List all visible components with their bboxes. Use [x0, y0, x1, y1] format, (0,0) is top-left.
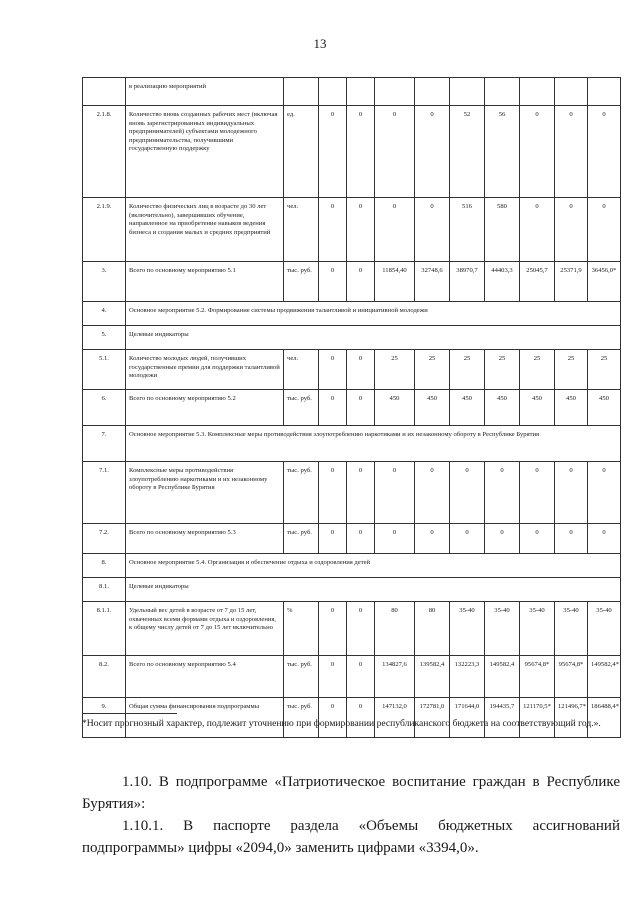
- table-row: [83, 262, 621, 302]
- row-index-cell: [83, 78, 126, 106]
- table-row: [83, 198, 621, 262]
- value-cell: 0: [375, 524, 415, 554]
- row-description: Количество вновь созданных рабочих мест (включая вновь зарегистрированных индивидуальных предпринимателей) субъектами молодежного предпринимательства, получившими государственную поддержку: [126, 106, 284, 198]
- value-cell: 35-40: [450, 602, 485, 656]
- value-cell: 0: [347, 106, 375, 198]
- value-cell: 194435,7: [485, 698, 520, 738]
- row-index: 3.: [83, 262, 126, 302]
- empty-cell: [375, 78, 415, 106]
- row-index: 7.: [83, 426, 126, 462]
- empty-cell: [520, 78, 555, 106]
- unit-cell: тыс. руб.: [284, 462, 319, 524]
- table-body: [83, 78, 621, 738]
- row-description: Общая сумма финансирования подпрограммы: [126, 698, 284, 738]
- table-row: [83, 390, 621, 426]
- value-cell: 0: [347, 656, 375, 698]
- value-cell: 0: [347, 602, 375, 656]
- value-cell: 0: [485, 462, 520, 524]
- value-cell: 0: [450, 462, 485, 524]
- value-cell: 0: [319, 198, 347, 262]
- value-cell: 516: [450, 198, 485, 262]
- value-cell: 450: [485, 390, 520, 426]
- row-index: 9.: [83, 698, 126, 738]
- unit-cell: %: [284, 602, 319, 656]
- value-cell: 95674,8*: [555, 656, 588, 698]
- row-description: Комплексные меры противодействия злоупотреблению наркотиками и их незаконному обороту в Республике Бурятия: [126, 462, 284, 524]
- value-cell: 450: [555, 390, 588, 426]
- section-heading: Основное мероприятие 5.3. Комплексные меры противодействия злоупотреблению наркотиками и их незаконному обороту в Республике Бурятия: [126, 426, 621, 462]
- unit-cell: тыс. руб.: [284, 262, 319, 302]
- table-row: [83, 106, 621, 198]
- unit-cell: тыс. руб.: [284, 524, 319, 554]
- table-row: [83, 426, 621, 462]
- row-index: 4.: [83, 302, 126, 326]
- value-cell: 147132,0: [375, 698, 415, 738]
- value-cell: 38970,7: [450, 262, 485, 302]
- value-cell: 35-40: [588, 602, 621, 656]
- unit-cell: чел.: [284, 198, 319, 262]
- value-cell: 36456,0*: [588, 262, 621, 302]
- value-cell: 35-40: [485, 602, 520, 656]
- value-cell: 0: [415, 106, 450, 198]
- empty-cell: [284, 78, 319, 106]
- table-row: [83, 78, 621, 106]
- empty-cell: [347, 78, 375, 106]
- value-cell: 0: [347, 350, 375, 390]
- value-cell: 149582,4: [485, 656, 520, 698]
- value-cell: 25: [485, 350, 520, 390]
- table-row: [83, 350, 621, 390]
- value-cell: 186488,4*: [588, 698, 621, 738]
- value-cell: 450: [520, 390, 555, 426]
- row-index: 7.1.: [83, 462, 126, 524]
- row-index: 2.1.9.: [83, 198, 126, 262]
- value-cell: 25045,7: [520, 262, 555, 302]
- row-index: 8.2.: [83, 656, 126, 698]
- empty-cell: [415, 78, 450, 106]
- value-cell: 25: [588, 350, 621, 390]
- value-cell: 0: [588, 462, 621, 524]
- value-cell: 25: [415, 350, 450, 390]
- value-cell: 0: [415, 198, 450, 262]
- value-cell: 121170,5*: [520, 698, 555, 738]
- value-cell: 450: [415, 390, 450, 426]
- value-cell: 32748,6: [415, 262, 450, 302]
- unit-cell: тыс. руб.: [284, 698, 319, 738]
- value-cell: 0: [415, 524, 450, 554]
- value-cell: 35-40: [520, 602, 555, 656]
- value-cell: 132223,3: [450, 656, 485, 698]
- footnote-rule: [82, 713, 177, 714]
- value-cell: 0: [347, 698, 375, 738]
- row-index: 2.1.8.: [83, 106, 126, 198]
- value-cell: 0: [555, 198, 588, 262]
- value-cell: 80: [415, 602, 450, 656]
- value-cell: 0: [319, 350, 347, 390]
- footnote: *Носит прогнозный характер, подлежит уточнению при формировании республиканского бюджета на соответствующий год.».: [82, 718, 601, 729]
- value-cell: 450: [588, 390, 621, 426]
- value-cell: 0: [375, 198, 415, 262]
- value-cell: 0: [555, 106, 588, 198]
- value-cell: 0: [415, 462, 450, 524]
- value-cell: 171644,0: [450, 698, 485, 738]
- value-cell: 95674,8*: [520, 656, 555, 698]
- value-cell: 0: [450, 524, 485, 554]
- row-description: Количество физических лиц в возрасте до 30 лет (включительно), завершивших обучение, направленное на приобретение навыков ведения бизнеса и создания малых и средних предприятий: [126, 198, 284, 262]
- value-cell: 0: [588, 198, 621, 262]
- page-number: 13: [313, 36, 327, 51]
- unit-cell: ед.: [284, 106, 319, 198]
- value-cell: 0: [319, 602, 347, 656]
- value-cell: 25: [555, 350, 588, 390]
- value-cell: 0: [520, 462, 555, 524]
- value-cell: 0: [375, 462, 415, 524]
- value-cell: 0: [375, 106, 415, 198]
- value-cell: 35-40: [555, 602, 588, 656]
- value-cell: 0: [319, 524, 347, 554]
- row-description: в реализацию мероприятий: [126, 78, 284, 106]
- row-description: Всего по основному мероприятию 5.1: [126, 262, 284, 302]
- value-cell: 121496,7*: [555, 698, 588, 738]
- table-row: [83, 302, 621, 326]
- row-description: Всего по основному мероприятию 5.4: [126, 656, 284, 698]
- value-cell: 0: [588, 106, 621, 198]
- empty-cell: [450, 78, 485, 106]
- value-cell: 56: [485, 106, 520, 198]
- table-row: [83, 462, 621, 524]
- value-cell: 0: [319, 106, 347, 198]
- unit-cell: тыс. руб.: [284, 390, 319, 426]
- value-cell: 450: [450, 390, 485, 426]
- row-index: 7.2.: [83, 524, 126, 554]
- table-row: [83, 656, 621, 698]
- row-description: Всего по основному мероприятию 5.3: [126, 524, 284, 554]
- value-cell: 25: [520, 350, 555, 390]
- value-cell: 0: [520, 524, 555, 554]
- value-cell: 172781,0: [415, 698, 450, 738]
- value-cell: 0: [319, 698, 347, 738]
- table-row: [83, 524, 621, 554]
- budget-table: [82, 77, 621, 738]
- section-heading: Целевые индикаторы: [126, 578, 621, 602]
- section-heading: Основное мероприятие 5.2. Формирование системы продвижения талантливой и инициативной молодежи: [126, 302, 621, 326]
- row-index: 8.1.1.: [83, 602, 126, 656]
- value-cell: 25: [375, 350, 415, 390]
- value-cell: 0: [319, 262, 347, 302]
- unit-cell: чел.: [284, 350, 319, 390]
- value-cell: 80: [375, 602, 415, 656]
- value-cell: 52: [450, 106, 485, 198]
- value-cell: 0: [588, 524, 621, 554]
- value-cell: 11854,40: [375, 262, 415, 302]
- empty-cell: [319, 78, 347, 106]
- value-cell: 0: [555, 462, 588, 524]
- value-cell: 0: [485, 524, 520, 554]
- row-index: 6.: [83, 390, 126, 426]
- row-description: Удельный вес детей в возрасте от 7 до 15 лет, охваченных всеми формами отдыха и оздоровления, к общему числу детей от 7 до 15 лет включительно: [126, 602, 284, 656]
- value-cell: 0: [347, 462, 375, 524]
- table-row: [83, 554, 621, 578]
- value-cell: 580: [485, 198, 520, 262]
- paragraph-1-10-1: 1.10.1. В паспорте раздела «Объемы бюджетных ассигнований подпрограммы» цифры «2094,0» заменить цифрами «3394,0».: [82, 818, 620, 856]
- value-cell: 139582,4: [415, 656, 450, 698]
- value-cell: 0: [520, 106, 555, 198]
- empty-cell: [485, 78, 520, 106]
- value-cell: 25371,9: [555, 262, 588, 302]
- value-cell: 450: [375, 390, 415, 426]
- unit-cell: тыс. руб.: [284, 656, 319, 698]
- value-cell: 0: [319, 656, 347, 698]
- row-description: Количество молодых людей, получивших государственные премии для поддержки талантливой молодежи: [126, 350, 284, 390]
- row-description: Всего по основному мероприятию 5.2: [126, 390, 284, 426]
- value-cell: 0: [347, 198, 375, 262]
- row-index: 8.: [83, 554, 126, 578]
- value-cell: 134827,6: [375, 656, 415, 698]
- value-cell: 0: [347, 390, 375, 426]
- paragraph-1-10: 1.10. В подпрограмме «Патриотическое воспитание граждан в Республике Бурятия»:: [82, 774, 620, 812]
- table-row: [83, 578, 621, 602]
- value-cell: 0: [347, 262, 375, 302]
- value-cell: 149582,4*: [588, 656, 621, 698]
- value-cell: 0: [347, 524, 375, 554]
- table-row: [83, 326, 621, 350]
- value-cell: 0: [319, 462, 347, 524]
- empty-cell: [555, 78, 588, 106]
- value-cell: 25: [450, 350, 485, 390]
- row-index: 5.1.: [83, 350, 126, 390]
- value-cell: 0: [520, 198, 555, 262]
- table-row: [83, 602, 621, 656]
- value-cell: 0: [319, 390, 347, 426]
- section-heading: Целевые индикаторы: [126, 326, 621, 350]
- row-index: 5.: [83, 326, 126, 350]
- value-cell: 44403,3: [485, 262, 520, 302]
- empty-cell: [588, 78, 621, 106]
- section-heading: Основное мероприятие 5.4. Организация и обеспечение отдыха и оздоровления детей: [126, 554, 621, 578]
- value-cell: 0: [555, 524, 588, 554]
- row-index: 8.1.: [83, 578, 126, 602]
